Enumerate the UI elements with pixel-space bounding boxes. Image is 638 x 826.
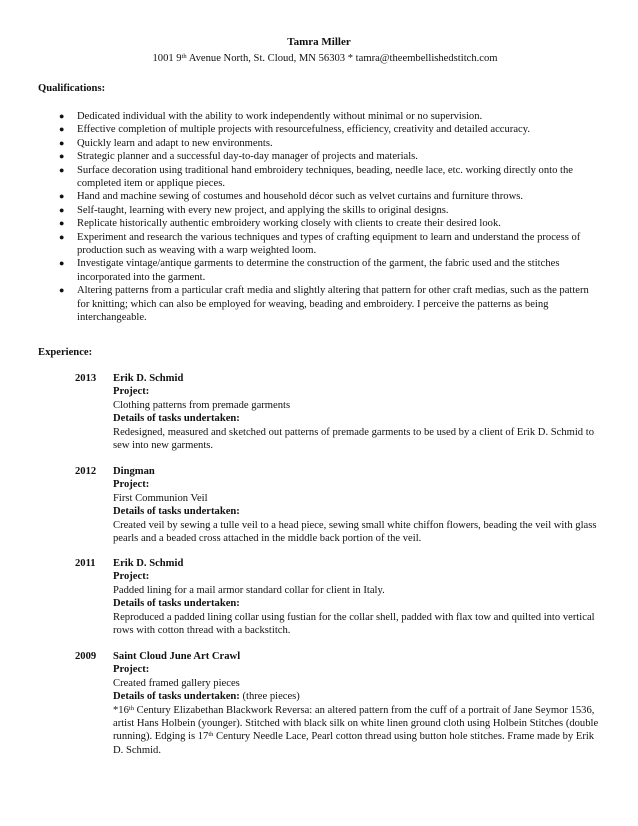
entry-body: [113, 465, 600, 545]
experience-entry: [0, 465, 600, 545]
list-item: [0, 190, 600, 203]
bullet-icon: ●: [59, 191, 65, 202]
entry-organization: Erik D. Schmid: [113, 373, 184, 384]
details-text: [113, 704, 600, 758]
details-part: *16: [113, 704, 129, 716]
entry-organization: Erik D. Schmid: [113, 558, 184, 569]
qualification-text: Quickly learn and adapt to new environments.: [77, 137, 273, 149]
entry-organization: Saint Cloud June Art Crawl: [113, 651, 241, 662]
entry-year: 2011: [75, 558, 96, 569]
details-line: [113, 690, 600, 703]
qualification-text: Investigate vintage/antique garments to determine the construction of the garment, the fabric used and the stitches incorporated into the garment.: [77, 258, 560, 283]
project-text: First Communion Veil: [113, 492, 208, 504]
experience-entry: [0, 650, 600, 757]
qualification-text: Strategic planner and a successful day-to-day manager of projects and materials.: [77, 151, 418, 163]
list-item: [0, 137, 600, 150]
list-item: [0, 231, 600, 258]
resume-header: [0, 36, 638, 66]
details-part: Century Needle Lace, Pearl cotton thread using button hole stitches. Frame made by Erik D. Schmid.: [113, 731, 595, 756]
qualification-text: Hand and machine sewing of costumes and household décor such as velvet curtains and furniture throws.: [77, 191, 523, 203]
details-label: Details of tasks undertaken:: [113, 506, 240, 518]
entry-organization: Dingman: [113, 466, 155, 477]
details-text: Created veil by sewing a tulle veil to a head piece, sewing small white chiffon flowers, beading the veil with glass pearls and a beaded cross attached in the middle back portion of the veil.: [113, 519, 597, 545]
contact-line: [0, 52, 638, 65]
address-superscript: th: [181, 53, 187, 61]
project-label: Project:: [113, 479, 150, 491]
list-item: [0, 217, 600, 230]
qualifications-heading: Qualifications:: [38, 83, 106, 94]
bullet-icon: ●: [59, 258, 65, 269]
experience-entry: [0, 557, 600, 637]
bullet-icon: ●: [59, 137, 65, 148]
details-superscript: th: [128, 704, 134, 712]
qualification-text: Self-taught, learning with every new project, and applying the skills to original designs.: [77, 204, 449, 216]
qualification-text: Surface decoration using traditional hand embroidery techniques, beading, needle lace, etc. working directly onto the completed item or applique pieces.: [77, 164, 573, 190]
list-item: [0, 164, 600, 191]
list-item: [0, 150, 600, 163]
qualification-text: Experiment and research the various techniques and types of crafting equipment to learn and understand the process of production such as weaving with a warp weighted loom.: [77, 231, 581, 257]
entry-year: 2013: [75, 373, 97, 384]
details-superscript: th: [208, 731, 214, 739]
list-item: [0, 204, 600, 217]
project-label: Project:: [113, 571, 150, 583]
project-text: Created framed gallery pieces: [113, 677, 240, 689]
project-label: Project:: [113, 386, 150, 398]
qualification-text: Effective completion of multiple projects with resourcefulness, efficiency, creativity and detailed accuracy.: [77, 124, 530, 136]
details-part: Century Elizabethan Blackwork Reversa: an altered pattern from the cuff of a portrait of Jane Seymor 1536, artist Hans Holbein (younger). Stitched with black silk on white linen ground cloth using Holbein Stitches (double running). Edging is 17: [113, 704, 599, 743]
bullet-icon: ●: [59, 204, 65, 215]
bullet-icon: ●: [59, 151, 65, 162]
list-item: [0, 284, 600, 324]
bullet-icon: ●: [59, 124, 65, 135]
bullet-icon: ●: [59, 231, 65, 242]
details-suffix: (three pieces): [239, 691, 300, 703]
bullet-icon: ●: [59, 164, 65, 175]
experience-entry: [0, 372, 600, 452]
address-part: 1001 9: [152, 53, 182, 65]
qualification-text: Altering patterns from a particular craft media and slightly altering that pattern for other craft medias, such as the pattern for knitting; which can also be employed for weaving, beading and embroidery. I perceive the patterns as being interchangeable.: [77, 285, 589, 324]
project-text: Clothing patterns from premade garments: [113, 399, 291, 411]
project-label: Project:: [113, 664, 150, 676]
bullet-icon: ●: [59, 111, 65, 121]
bullet-icon: ●: [59, 218, 65, 229]
qualifications-list: [0, 110, 600, 325]
entry-year: 2009: [75, 651, 97, 662]
list-item: [0, 257, 600, 284]
list-item: [0, 110, 600, 123]
address-rest: Avenue North, St. Cloud, MN 56303 * tamra@theembellishedstitch.com: [186, 53, 498, 65]
qualification-text: Replicate historically authentic embroidery working closely with clients to create their desired look.: [77, 218, 501, 230]
details-label: Details of tasks undertaken:: [113, 691, 240, 703]
qualification-text: Dedicated individual with the ability to work independently without minimal or no supervision.: [77, 111, 483, 122]
details-text: Reproduced a padded lining collar using fustian for the collar shell, padded with flax tow and quilted into vertical rows with cotton thread with a backstitch.: [113, 611, 595, 637]
project-text: Padded lining for a mail armor standard collar for client in Italy.: [113, 584, 385, 596]
entry-body: [113, 557, 600, 637]
entry-year: 2012: [75, 466, 97, 477]
details-label: Details of tasks undertaken:: [113, 598, 240, 610]
entry-body: [113, 650, 600, 757]
details-text: Redesigned, measured and sketched out patterns of premade garments to be used by a client of Erik D. Schmid to sew into new garments.: [113, 426, 594, 452]
applicant-name: Tamra Miller: [287, 36, 351, 48]
entry-body: [113, 372, 600, 452]
list-item: [0, 123, 600, 136]
experience-heading: Experience:: [38, 347, 93, 358]
bullet-icon: ●: [59, 285, 65, 296]
details-label: Details of tasks undertaken:: [113, 413, 240, 425]
